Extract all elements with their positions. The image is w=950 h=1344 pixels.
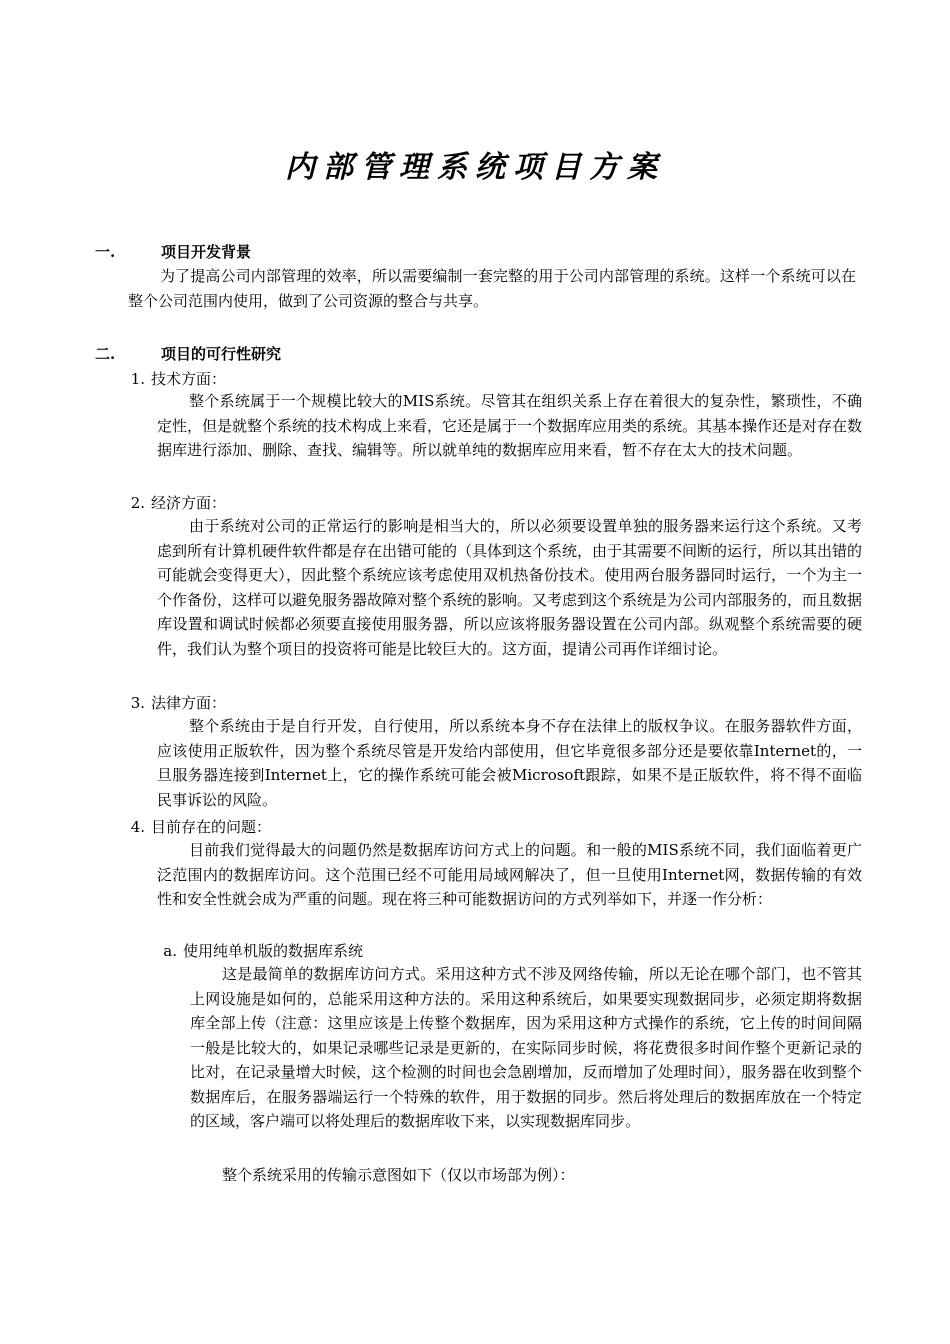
section-number: 二. [95,345,116,363]
item-body-technical: 整个系统属于一个规模比较大的MIS系统。尽管其在组织关系上存在着很大的复杂性，繁琐性，不确定性，但是就整个系统的技术构成上来看，它还是属于一个数据库应用类的系统。其基本操作还是对存在数据库进行添加、删除、查找、编辑等。所以就单纯的数据库应用来看，暂不存在太大的技术问题。 [157,392,863,459]
item-body-legal: 整个系统由于是自行开发，自行使用，所以系统本身不存在法律上的版权争议。在服务器软件方面，应该使用正版软件，因为整个系统尽管是开发给内部使用，但它毕竟很多部分还是要依靠Internet的，一旦服务器连接到Internet上，它的操作系统可能会被Microsoft跟踪，如果不是正版软件，将不得不面临民事诉讼的风险。 [157,717,862,809]
sub-item-body-standalone-db: 这是最简单的数据库访问方式。采用这种方式不涉及网络传输，所以无论在哪个部门，也不管其上网设施是如何的，总能采用这种方法的。采用这种系统后，如果要实现数据同步，必须定期将数据库全部上传（注意：这里应该是上传整个数据库，因为采用这种方式操作的系统，它上传的时间间隔一般是比较大的，如果记录哪些记录是更新的，在实际同步时候，将花费很多时间作整个更新记录的比对，在记录量增大时候，这个检测的时间也会急剧增加，反而增加了处理时间），服务器在收到整个数据库后，在服务器端运行一个特殊的软件，用于数据的同步。然后将处理后的数据库放在一个特定的区域，客户端可以将处理后的数据库收下来，以实现数据库同步。 [190,965,862,1130]
section-body-background: 为了提高公司内部管理的效率，所以需要编制一套完整的用于公司内部管理的系统。这样一个系统可以在整个公司范围内使用，做到了公司资源的整合与共享。 [128,267,856,310]
section-heading-background [95,241,251,262]
sub-item-standalone-db [150,940,363,961]
diagram-intro-note: 整个系统采用的传输示意图如下（仅以市场部为例）： [222,1166,575,1184]
item-number: 4. [130,818,145,836]
sub-item-label: 使用纯单机版的数据库系统 [183,942,364,960]
item-number: 2. [130,494,145,512]
item-body-current-problems: 目前我们觉得最大的问题仍然是数据库访问方式上的问题。和一般的MIS系统不同，我们面临着更广泛范围内的数据库访问。这个范围已经不可能用局域网解决了，但一旦使用Internet网，数据传输的有效性和安全性就会成为严重的问题。现在将三种可能数据访问的方式列举如下，并逐一作分析： [157,841,862,908]
document-title: 内部管理系统项目方案 [285,150,665,185]
sub-item-number: a. [163,942,177,960]
list-item-current-problems [118,816,271,837]
item-label: 目前存在的问题： [151,818,272,836]
list-item-legal [118,692,226,713]
item-body-economic: 由于系统对公司的正常运行的影响是相当大的，所以必须要设置单独的服务器来运行这个系统。又考虑到所有计算机硬件软件都是存在出错可能的（具体到这个系统，由于其需要不间断的运行，所以其出错的可能就会变得更大），因此整个系统应该考虑使用双机热备份技术。使用两台服务器同时运行，一个为主一个作备份，这样可以避免服务器故障对整个系统的影响。又考虑到这个系统是为公司内部服务的，而且数据库设置和调试时候都必须要直接使用服务器，所以应该将服务器设置在公司内部。纵观整个系统需要的硬件，我们认为整个项目的投资将可能是比较巨大的。这方面，提请公司再作详细讨论。 [157,517,863,658]
section-heading-feasibility [95,343,281,364]
list-item-economic [118,492,226,513]
item-label: 技术方面： [151,370,227,388]
item-number: 3. [130,694,145,712]
section-number: 一. [95,243,116,261]
item-number: 1. [130,370,145,388]
item-label: 经济方面： [151,494,227,512]
section-title: 项目的可行性研究 [161,345,282,363]
item-label: 法律方面： [151,694,227,712]
list-item-technical [118,368,226,389]
section-title: 项目开发背景 [161,243,252,261]
